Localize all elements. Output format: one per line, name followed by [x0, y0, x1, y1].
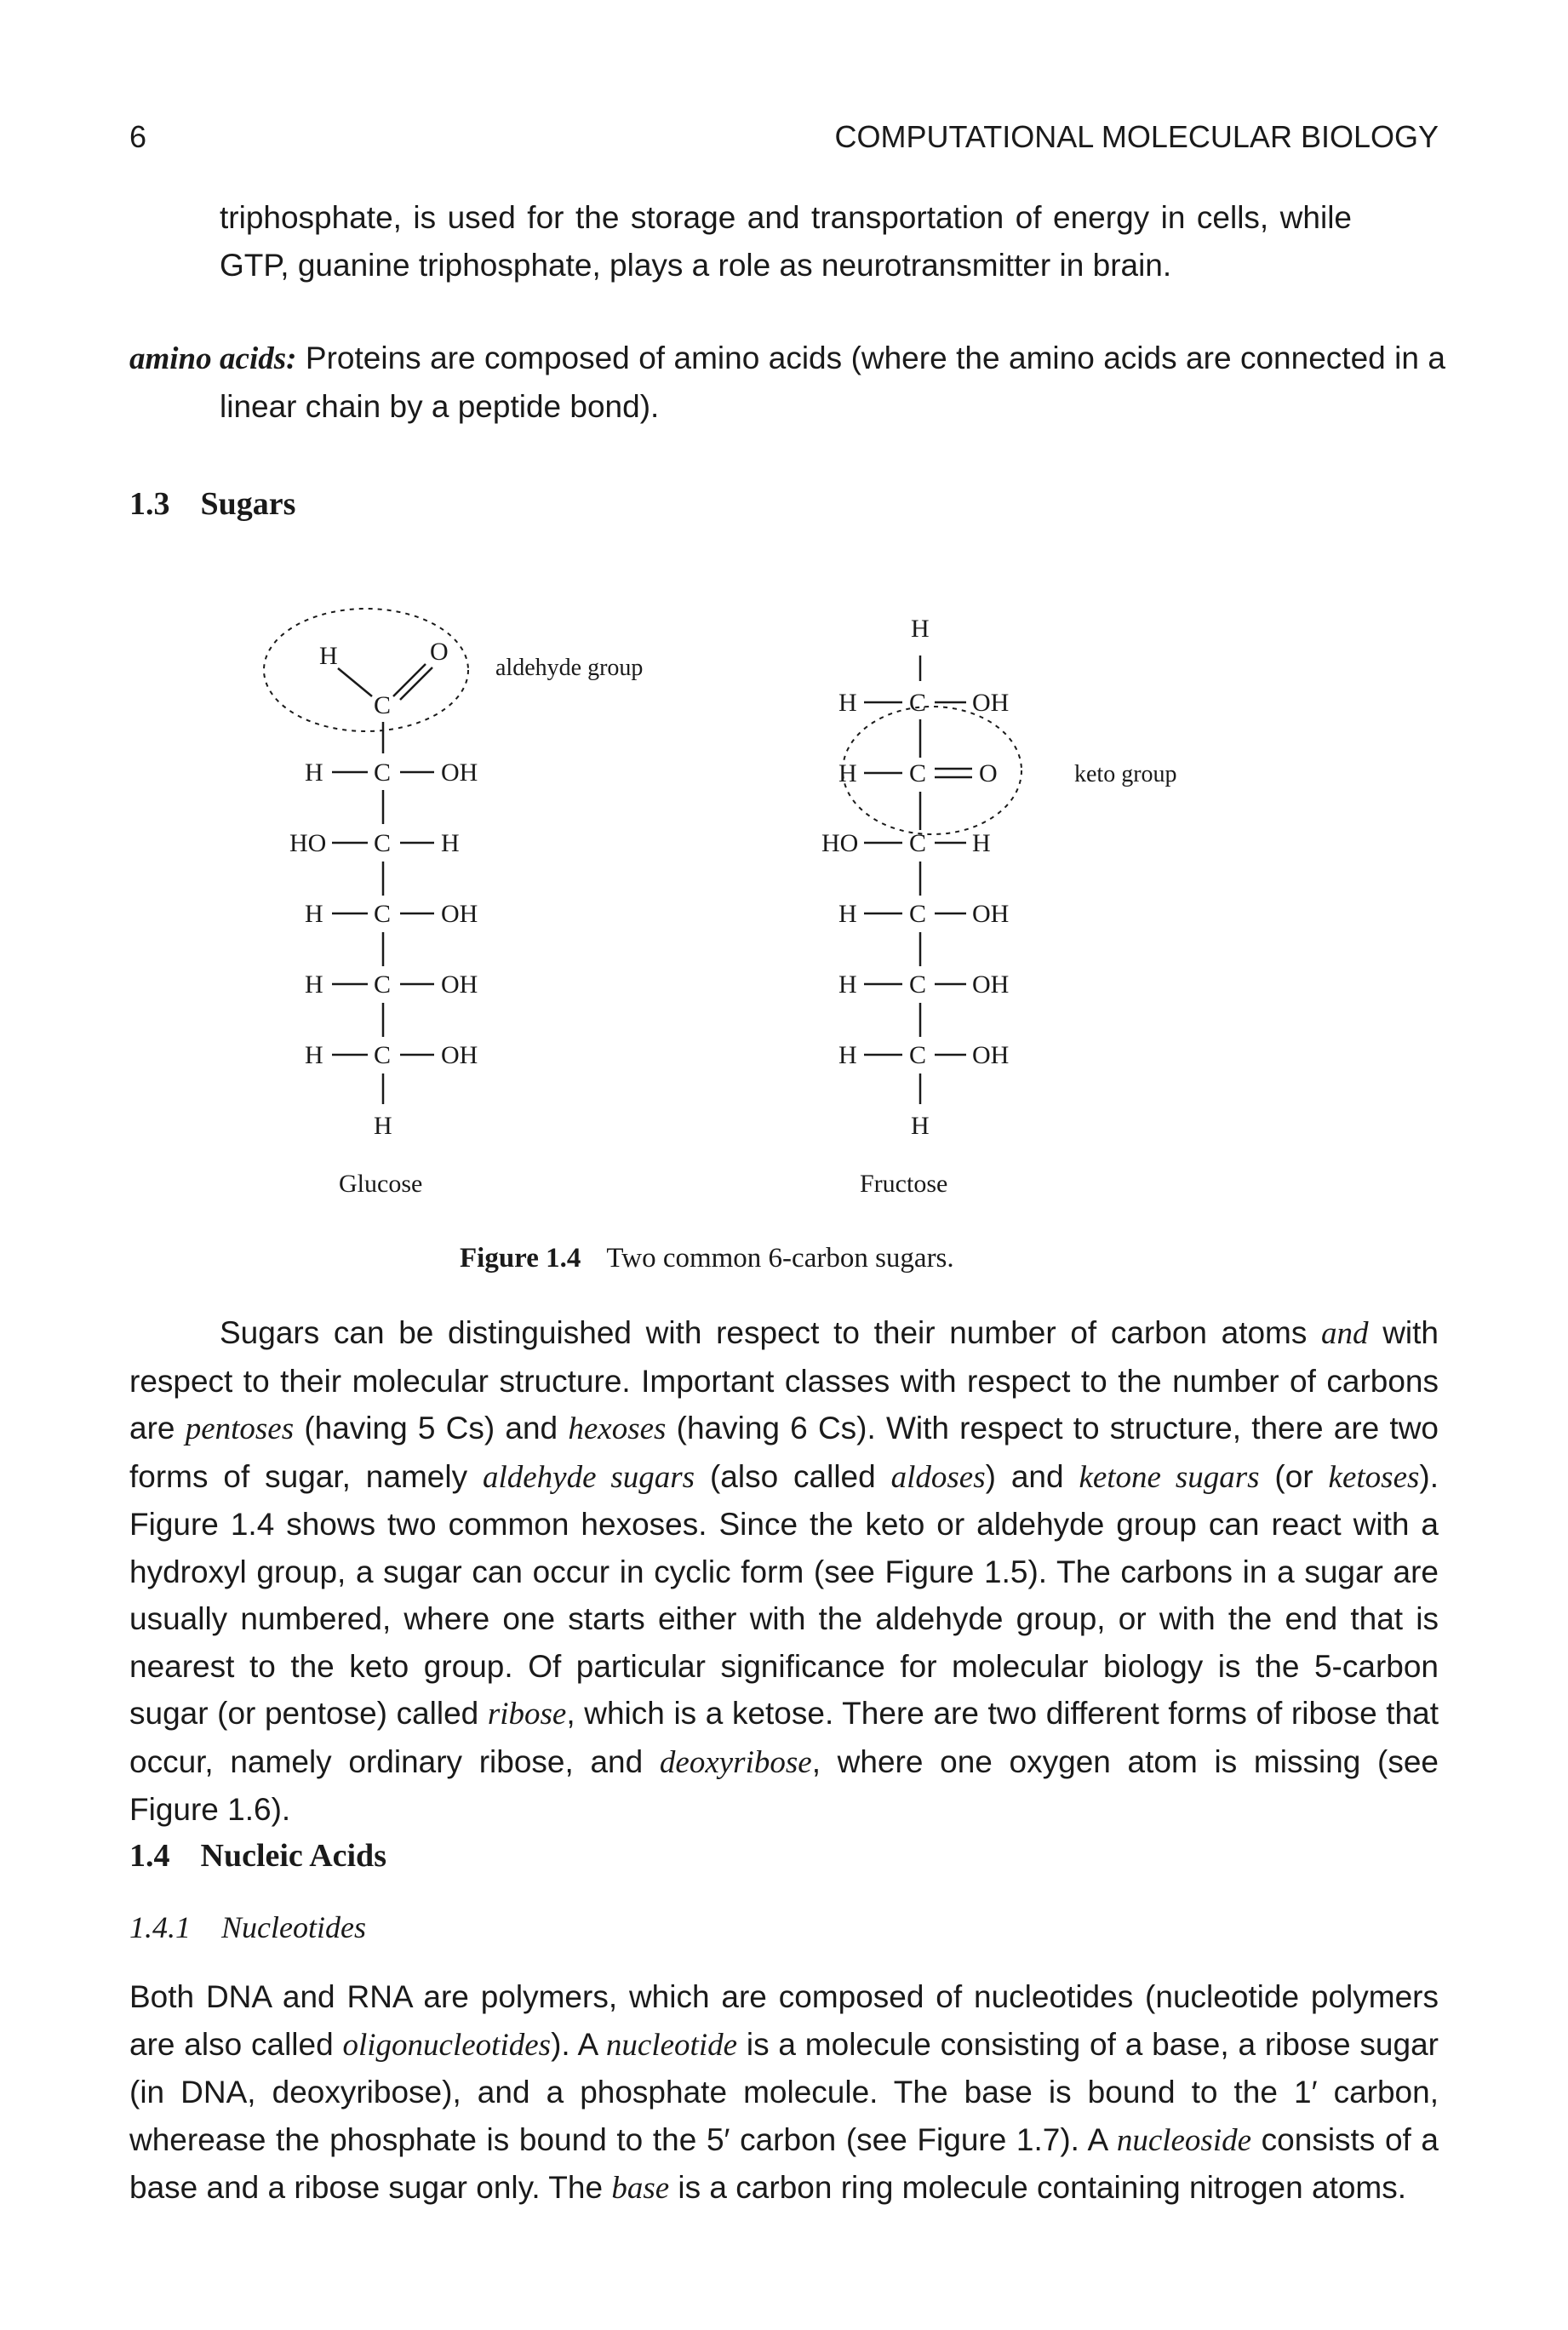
term-nucleotide: nucleotide [605, 2027, 738, 2063]
fructose-name: Fructose [860, 1170, 948, 1198]
svg-text:HO: HO [289, 829, 327, 857]
term-ketone-sugars: ketone sugars [1079, 1459, 1260, 1495]
term-hexoses: hexoses [568, 1411, 667, 1446]
fructose-top-h: H [911, 615, 930, 643]
section-title: Nucleic Acids [200, 1838, 386, 1874]
svg-text:H: H [838, 759, 857, 787]
keto-group-label: keto group [1074, 761, 1177, 787]
term-deoxyribose: deoxyribose [659, 1744, 812, 1780]
svg-text:H: H [305, 759, 323, 787]
aldehyde-highlight [264, 609, 468, 731]
subsection-number: 1.4.1 [129, 1910, 191, 1944]
svg-text:C: C [909, 900, 927, 928]
svg-text:H: H [305, 970, 323, 999]
svg-text:H: H [305, 900, 323, 928]
glucose-row [305, 900, 478, 966]
svg-text:OH: OH [441, 1041, 478, 1069]
figure-caption [460, 1243, 954, 1274]
svg-text:OH: OH [972, 689, 1010, 717]
svg-text:C: C [909, 689, 927, 717]
caption-label: Figure 1.4 [460, 1243, 581, 1274]
svg-text:OH: OH [441, 970, 478, 999]
svg-text:C: C [374, 759, 392, 787]
fructose-row [838, 689, 1009, 758]
fructose-row [838, 1041, 1009, 1104]
section-number: 1.3 [129, 486, 170, 522]
fructose-row [838, 759, 998, 830]
svg-text:H: H [972, 829, 991, 857]
fructose-structure [821, 615, 1177, 1198]
fructose-row [838, 970, 1009, 1037]
aldehyde-group-label: aldehyde group [495, 655, 644, 681]
caption-text: Two common 6-carbon sugars. [606, 1243, 954, 1274]
section-heading-nucleic-acids [129, 1837, 386, 1875]
glucose-top-h: H [319, 642, 338, 670]
subsection-title: Nucleotides [221, 1910, 366, 1944]
paragraph-sugars: Sugars can be distinguished with respect to their number of carbon atoms and with respect to their molecular structure. Important classes with respect to the number of carbons are pentoses (having 5 Cs) and hexoses (having 6 Cs). With respect to structure, there are two forms of sugar, namely aldehyde sugars (also called aldoses) and ketone sugars (or ketoses). Figure 1.4 shows two common hexoses. Since the keto or aldehyde group can react with a hydroxyl group, a sugar can occur in cyclic form (see Figure 1.5). The carbons in a sugar are usually numbered, where one starts either with the aldehyde group, or with the end that is nearest to the keto group. Of particular significance for molecular biology is the 5-carbon sugar (or pentose) called ribose, which is a ketose. There are two different forms of ribose that occur, namely ordinary ribose, and deoxyribose, where one oxygen atom is missing (see Figure 1.6). [129, 1315, 1439, 1827]
glucose-row [305, 759, 478, 824]
svg-text:H: H [838, 1041, 857, 1069]
svg-text:C: C [374, 1041, 392, 1069]
paragraph-nucleotides: Both DNA and RNA are polymers, which are composed of nucleotides (nucleotide polymers are also called oligonucleotides). A nucleotide is a molecule consisting of a base, a ribose sugar (in DNA, deoxyribose), and a phosphate molecule. The base is bound to the 1′ carbon, wherease the phosphate is bound to the 5′ carbon (see Figure 1.7). A nucleoside consists of a base and a ribose sugar only. The base is a carbon ring molecule containing nitrogen atoms. [129, 1979, 1439, 2206]
svg-text:H: H [838, 689, 857, 717]
svg-text:C: C [909, 1041, 927, 1069]
amino-acids-text: Proteins are composed of amino acids (where the amino acids are connected in a linear chain by a peptide bond). [220, 341, 1445, 424]
section-number: 1.4 [129, 1838, 170, 1874]
term-amino-acids: amino acids: [129, 341, 297, 376]
svg-text:OH: OH [441, 759, 478, 787]
term-ribose: ribose [487, 1697, 567, 1732]
svg-text:C: C [909, 759, 927, 787]
svg-text:C: C [909, 829, 927, 857]
svg-text:OH: OH [972, 970, 1010, 999]
fructose-row [821, 829, 991, 896]
svg-text:C: C [374, 900, 392, 928]
svg-text:C: C [374, 829, 392, 857]
svg-text:H: H [838, 970, 857, 999]
running-title: COMPUTATIONAL MOLECULAR BIOLOGY [834, 119, 1439, 154]
glucose-row [305, 1041, 478, 1104]
glucose-row [305, 970, 478, 1037]
svg-text:H: H [838, 900, 857, 928]
term-aldoses: aldoses [890, 1459, 986, 1495]
glucose-row [289, 829, 460, 896]
svg-text:OH: OH [972, 1041, 1010, 1069]
term-oligonucleotides: oligonucleotides [342, 2027, 552, 2063]
term-nucleoside: nucleoside [1116, 2122, 1252, 2158]
svg-text:H: H [305, 1041, 323, 1069]
subsection-heading-nucleotides [129, 1909, 366, 1945]
svg-text:C: C [909, 970, 927, 999]
svg-text:H: H [441, 829, 460, 857]
paragraph-triphosphate: triphosphate, is used for the storage and transportation of energy in cells, while GTP, guanine triphosphate, plays a role as neurotransmitter in brain. [220, 200, 1352, 283]
section-title: Sugars [200, 486, 296, 522]
page-number: 6 [129, 119, 147, 154]
svg-text:O: O [979, 759, 998, 787]
term-pentoses: pentoses [185, 1411, 295, 1446]
svg-text:C: C [374, 970, 392, 999]
term-ketoses: ketoses [1328, 1459, 1420, 1495]
glucose-name: Glucose [339, 1170, 423, 1198]
glucose-top-c: C [374, 691, 392, 719]
glucose-bottom-h: H [374, 1112, 392, 1140]
term-base: base [611, 2171, 670, 2206]
glucose-structure [264, 609, 643, 1198]
fructose-bottom-h: H [911, 1112, 930, 1140]
emph-and: and [1321, 1316, 1369, 1351]
svg-text:OH: OH [972, 900, 1010, 928]
fructose-row [838, 900, 1009, 966]
svg-text:OH: OH [441, 900, 478, 928]
term-aldehyde-sugars: aldehyde sugars [482, 1459, 695, 1495]
svg-text:HO: HO [821, 829, 859, 857]
glucose-top-o: O [430, 638, 449, 666]
